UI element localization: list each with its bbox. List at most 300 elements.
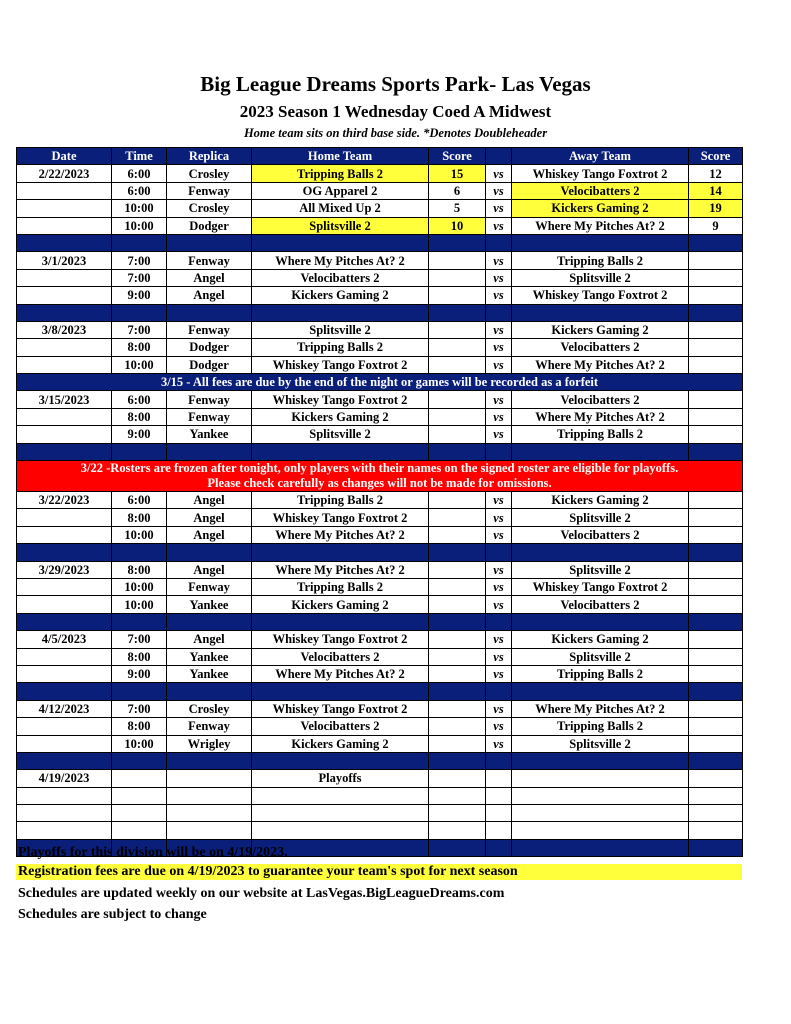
cell-time: 6:00 (112, 492, 167, 509)
spacer-cell (486, 304, 512, 321)
spacer-cell (512, 443, 689, 460)
spacer-cell (252, 443, 429, 460)
table-row (17, 408, 743, 425)
cell-replica: Fenway (167, 321, 252, 338)
table-row (17, 287, 743, 304)
cell-home-team: Velocibatters 2 (252, 269, 429, 286)
cell-away-team (512, 822, 689, 839)
cell-away-team: Tripping Balls 2 (512, 665, 689, 682)
cell-home-score (429, 408, 486, 425)
spacer-cell (689, 839, 743, 856)
cell-home-team: Whiskey Tango Foxtrot 2 (252, 356, 429, 373)
cell-vs: vs (486, 718, 512, 735)
cell-away-score (689, 631, 743, 648)
cell-home-team: Kickers Gaming 2 (252, 287, 429, 304)
page-subtitle: 2023 Season 1 Wednesday Coed A Midwest (239, 102, 552, 121)
cell-vs: vs (486, 648, 512, 665)
cell-time: 9:00 (112, 665, 167, 682)
spacer-cell (17, 683, 112, 700)
spacer-cell (689, 304, 743, 321)
cell-home-score (429, 596, 486, 613)
cell-away-team: Whiskey Tango Foxtrot 2 (512, 578, 689, 595)
cell-vs: vs (486, 426, 512, 443)
cell-time: 7:00 (112, 269, 167, 286)
cell-away-team (512, 805, 689, 822)
cell-time: 9:00 (112, 287, 167, 304)
cell-vs: vs (486, 252, 512, 269)
cell-home-score (429, 822, 486, 839)
cell-vs (486, 770, 512, 787)
cell-home-score: 15 (429, 165, 486, 182)
cell-away-score (689, 391, 743, 408)
spacer-cell (17, 234, 112, 251)
spacer-cell (429, 613, 486, 630)
cell-date (17, 287, 112, 304)
cell-home-score (429, 252, 486, 269)
table-row (17, 182, 743, 199)
cell-replica: Fenway (167, 391, 252, 408)
cell-replica: Yankee (167, 426, 252, 443)
cell-home-team: Where My Pitches At? 2 (252, 526, 429, 543)
table-row (17, 787, 743, 804)
spacer-cell (252, 613, 429, 630)
cell-date (17, 356, 112, 373)
cell-away-team: Velocibatters 2 (512, 596, 689, 613)
cell-time (112, 770, 167, 787)
cell-date (17, 339, 112, 356)
spacer-cell (252, 234, 429, 251)
table-row (17, 165, 743, 182)
cell-time (112, 822, 167, 839)
spacer-cell (112, 234, 167, 251)
cell-replica: Fenway (167, 408, 252, 425)
col-home-score: Score (429, 148, 486, 165)
cell-away-score (689, 356, 743, 373)
cell-replica: Yankee (167, 648, 252, 665)
cell-replica: Fenway (167, 578, 252, 595)
cell-away-team: Whiskey Tango Foxtrot 2 (512, 287, 689, 304)
cell-away-score (689, 526, 743, 543)
cell-away-team: Tripping Balls 2 (512, 718, 689, 735)
table-row (17, 596, 743, 613)
cell-away-team: Tripping Balls 2 (512, 426, 689, 443)
cell-date: 4/5/2023 (17, 631, 112, 648)
spacer-cell (252, 752, 429, 769)
spacer-cell (689, 613, 743, 630)
cell-time: 10:00 (112, 356, 167, 373)
cell-home-score (429, 391, 486, 408)
cell-home-score (429, 578, 486, 595)
table-row (17, 578, 743, 595)
cell-home-score (429, 805, 486, 822)
cell-vs: vs (486, 287, 512, 304)
cell-date: 3/8/2023 (17, 321, 112, 338)
spacer-cell (429, 839, 486, 856)
cell-date (17, 509, 112, 526)
cell-away-team (512, 787, 689, 804)
cell-home-score (429, 321, 486, 338)
spacer-cell (486, 683, 512, 700)
cell-replica: Crosley (167, 165, 252, 182)
cell-away-team: Kickers Gaming 2 (512, 492, 689, 509)
cell-replica: Angel (167, 287, 252, 304)
table-row (17, 718, 743, 735)
table-row (17, 426, 743, 443)
cell-home-score (429, 631, 486, 648)
cell-time: 7:00 (112, 631, 167, 648)
cell-date (17, 718, 112, 735)
cell-vs (486, 787, 512, 804)
spacer-cell (512, 544, 689, 561)
cell-away-score (689, 252, 743, 269)
cell-away-score: 9 (689, 217, 743, 234)
cell-away-team: Where My Pitches At? 2 (512, 217, 689, 234)
cell-home-score (429, 339, 486, 356)
cell-time: 6:00 (112, 391, 167, 408)
cell-away-team: Kickers Gaming 2 (512, 200, 689, 217)
table-row (17, 700, 743, 717)
page-title: Big League Dreams Sports Park- Las Vegas (200, 72, 591, 96)
cell-home-team (252, 822, 429, 839)
cell-home-score (429, 526, 486, 543)
spacer-cell (167, 683, 252, 700)
cell-vs: vs (486, 321, 512, 338)
schedule-body (17, 165, 743, 857)
cell-replica: Dodger (167, 339, 252, 356)
cell-home-team: Splitsville 2 (252, 426, 429, 443)
cell-away-team (512, 770, 689, 787)
cell-away-score (689, 321, 743, 338)
col-replica: Replica (167, 148, 252, 165)
spacer-cell (512, 304, 689, 321)
spacer-cell (252, 304, 429, 321)
cell-away-team: Splitsville 2 (512, 648, 689, 665)
cell-time: 10:00 (112, 526, 167, 543)
col-away-score: Score (689, 148, 743, 165)
spacer-row (17, 544, 743, 561)
cell-date (17, 596, 112, 613)
spacer-cell (252, 544, 429, 561)
spacer-row (17, 613, 743, 630)
spacer-cell (112, 544, 167, 561)
cell-replica: Dodger (167, 217, 252, 234)
cell-away-score (689, 770, 743, 787)
cell-home-score (429, 770, 486, 787)
cell-replica: Crosley (167, 200, 252, 217)
cell-date (17, 182, 112, 199)
cell-time: 8:00 (112, 648, 167, 665)
cell-home-team: Tripping Balls 2 (252, 578, 429, 595)
cell-away-team: Splitsville 2 (512, 509, 689, 526)
cell-away-score (689, 735, 743, 752)
cell-away-team: Where My Pitches At? 2 (512, 700, 689, 717)
cell-away-score (689, 822, 743, 839)
cell-away-team: Velocibatters 2 (512, 391, 689, 408)
spacer-cell (486, 544, 512, 561)
spacer-cell (429, 304, 486, 321)
cell-away-team: Tripping Balls 2 (512, 252, 689, 269)
table-row (17, 252, 743, 269)
cell-replica (167, 787, 252, 804)
alert-row (17, 461, 743, 492)
cell-home-team: Where My Pitches At? 2 (252, 561, 429, 578)
table-row (17, 492, 743, 509)
cell-away-score (689, 492, 743, 509)
cell-vs: vs (486, 182, 512, 199)
table-row (17, 356, 743, 373)
cell-time: 10:00 (112, 578, 167, 595)
cell-home-team: Playoffs (252, 770, 429, 787)
cell-home-team: Kickers Gaming 2 (252, 735, 429, 752)
cell-vs: vs (486, 665, 512, 682)
spacer-cell (167, 234, 252, 251)
cell-time: 7:00 (112, 321, 167, 338)
cell-home-team (252, 805, 429, 822)
cell-away-score (689, 269, 743, 286)
col-vs (486, 148, 512, 165)
cell-vs: vs (486, 526, 512, 543)
cell-home-score: 6 (429, 182, 486, 199)
spacer-cell (512, 683, 689, 700)
cell-replica (167, 770, 252, 787)
table-row (17, 200, 743, 217)
footer-website-note: Schedules are updated weekly on our website at LasVegas.BigLeagueDreams.com (18, 886, 505, 901)
table-row (17, 269, 743, 286)
cell-vs (486, 822, 512, 839)
cell-replica: Fenway (167, 718, 252, 735)
cell-home-team: Where My Pitches At? 2 (252, 665, 429, 682)
cell-home-score: 5 (429, 200, 486, 217)
cell-home-score (429, 735, 486, 752)
cell-time (112, 805, 167, 822)
spacer-cell (112, 304, 167, 321)
cell-away-team: Where My Pitches At? 2 (512, 408, 689, 425)
cell-away-score (689, 578, 743, 595)
cell-replica: Crosley (167, 700, 252, 717)
cell-replica: Angel (167, 526, 252, 543)
footer-playoffs-note: Playoffs for this division will be on 4/19/2023. (18, 845, 288, 860)
cell-date (17, 200, 112, 217)
spacer-cell (252, 683, 429, 700)
cell-home-score (429, 561, 486, 578)
spacer-cell (429, 752, 486, 769)
cell-away-score (689, 408, 743, 425)
cell-vs: vs (486, 269, 512, 286)
spacer-cell (512, 234, 689, 251)
cell-away-score (689, 805, 743, 822)
cell-date (17, 578, 112, 595)
spacer-cell (486, 234, 512, 251)
cell-vs: vs (486, 509, 512, 526)
alert-cell (17, 461, 743, 492)
cell-replica: Yankee (167, 665, 252, 682)
cell-time: 10:00 (112, 596, 167, 613)
cell-home-score (429, 269, 486, 286)
spacer-cell (167, 752, 252, 769)
cell-home-team: Kickers Gaming 2 (252, 596, 429, 613)
cell-home-score: 10 (429, 217, 486, 234)
table-row (17, 648, 743, 665)
cell-vs: vs (486, 735, 512, 752)
cell-away-team: Where My Pitches At? 2 (512, 356, 689, 373)
spacer-cell (429, 544, 486, 561)
spacer-cell (689, 752, 743, 769)
table-row (17, 631, 743, 648)
cell-time (112, 787, 167, 804)
cell-date (17, 648, 112, 665)
col-home-team: Home Team (252, 148, 429, 165)
cell-home-team: Whiskey Tango Foxtrot 2 (252, 391, 429, 408)
cell-vs: vs (486, 391, 512, 408)
cell-vs: vs (486, 578, 512, 595)
cell-replica: Wrigley (167, 735, 252, 752)
cell-home-score (429, 718, 486, 735)
spacer-row (17, 234, 743, 251)
cell-date (17, 269, 112, 286)
cell-away-score: 19 (689, 200, 743, 217)
cell-home-team: Tripping Balls 2 (252, 165, 429, 182)
spacer-row (17, 752, 743, 769)
cell-home-score (429, 700, 486, 717)
spacer-cell (429, 234, 486, 251)
cell-vs: vs (486, 700, 512, 717)
cell-home-score (429, 509, 486, 526)
cell-away-team: Velocibatters 2 (512, 339, 689, 356)
cell-replica: Angel (167, 509, 252, 526)
cell-away-team: Splitsville 2 (512, 735, 689, 752)
cell-vs: vs (486, 631, 512, 648)
col-date: Date (17, 148, 112, 165)
cell-vs: vs (486, 408, 512, 425)
cell-away-score (689, 648, 743, 665)
page-note: Home team sits on third base side. *Denotes Doubleheader (243, 126, 548, 140)
spacer-cell (689, 234, 743, 251)
cell-vs: vs (486, 492, 512, 509)
cell-replica: Dodger (167, 356, 252, 373)
cell-date: 4/12/2023 (17, 700, 112, 717)
cell-time: 7:00 (112, 252, 167, 269)
spacer-cell (486, 443, 512, 460)
table-row (17, 805, 743, 822)
cell-time: 7:00 (112, 700, 167, 717)
cell-away-score: 12 (689, 165, 743, 182)
cell-time: 8:00 (112, 561, 167, 578)
cell-away-team: Splitsville 2 (512, 269, 689, 286)
cell-home-team: Where My Pitches At? 2 (252, 252, 429, 269)
spacer-cell (689, 544, 743, 561)
spacer-row (17, 443, 743, 460)
cell-time: 10:00 (112, 217, 167, 234)
cell-away-score (689, 718, 743, 735)
cell-date: 3/29/2023 (17, 561, 112, 578)
cell-away-team: Kickers Gaming 2 (512, 631, 689, 648)
cell-away-team: Velocibatters 2 (512, 526, 689, 543)
cell-home-score (429, 356, 486, 373)
cell-away-score (689, 287, 743, 304)
table-row (17, 391, 743, 408)
table-row (17, 561, 743, 578)
table-row (17, 735, 743, 752)
table-row (17, 339, 743, 356)
cell-away-score (689, 339, 743, 356)
cell-away-score (689, 426, 743, 443)
spacer-cell (486, 613, 512, 630)
cell-vs (486, 805, 512, 822)
cell-replica: Angel (167, 269, 252, 286)
cell-date (17, 408, 112, 425)
cell-home-team: Whiskey Tango Foxtrot 2 (252, 700, 429, 717)
spacer-cell (689, 683, 743, 700)
table-row (17, 665, 743, 682)
cell-vs: vs (486, 561, 512, 578)
cell-home-team: Tripping Balls 2 (252, 492, 429, 509)
cell-away-score (689, 561, 743, 578)
cell-date (17, 735, 112, 752)
table-row (17, 526, 743, 543)
cell-date (17, 805, 112, 822)
alert-text-line1: 3/22 -Rosters are frozen after tonight, only players with their names on the signed roster are eligible for playoffs. (80, 461, 679, 476)
table-row (17, 217, 743, 234)
alert-text-line2: Please check carefully as changes will not be made for omissions. (207, 476, 552, 491)
footer-registration-note: Registration fees are due on 4/19/2023 to guarantee your team's spot for next season (16, 864, 742, 880)
cell-away-score (689, 509, 743, 526)
cell-home-score (429, 287, 486, 304)
cell-away-score (689, 787, 743, 804)
cell-home-team (252, 787, 429, 804)
cell-away-team: Kickers Gaming 2 (512, 321, 689, 338)
cell-home-team: Splitsville 2 (252, 321, 429, 338)
cell-vs: vs (486, 596, 512, 613)
spacer-cell (429, 683, 486, 700)
spacer-cell (112, 443, 167, 460)
cell-home-team: All Mixed Up 2 (252, 200, 429, 217)
cell-date (17, 822, 112, 839)
footer-change-note: Schedules are subject to change (18, 907, 207, 922)
spacer-cell (167, 613, 252, 630)
cell-replica: Fenway (167, 252, 252, 269)
spacer-cell (512, 839, 689, 856)
spacer-cell (17, 443, 112, 460)
spacer-cell (112, 613, 167, 630)
spacer-cell (167, 304, 252, 321)
cell-time: 8:00 (112, 509, 167, 526)
table-row (17, 509, 743, 526)
table-row (17, 822, 743, 839)
cell-replica: Angel (167, 631, 252, 648)
cell-time: 8:00 (112, 408, 167, 425)
cell-date: 2/22/2023 (17, 165, 112, 182)
cell-away-team: Splitsville 2 (512, 561, 689, 578)
cell-home-team: Kickers Gaming 2 (252, 408, 429, 425)
cell-time: 6:00 (112, 182, 167, 199)
cell-home-team: Tripping Balls 2 (252, 339, 429, 356)
table-row (17, 321, 743, 338)
cell-home-team: Splitsville 2 (252, 217, 429, 234)
cell-home-team: Whiskey Tango Foxtrot 2 (252, 509, 429, 526)
cell-replica: Angel (167, 561, 252, 578)
schedule-table (16, 147, 743, 857)
cell-home-team: Velocibatters 2 (252, 718, 429, 735)
col-time: Time (112, 148, 167, 165)
cell-home-score (429, 492, 486, 509)
cell-home-score (429, 787, 486, 804)
cell-date: 4/19/2023 (17, 770, 112, 787)
table-header-row (17, 148, 743, 165)
spacer-cell (512, 752, 689, 769)
cell-date: 3/15/2023 (17, 391, 112, 408)
notice-row (17, 374, 743, 391)
cell-replica (167, 822, 252, 839)
